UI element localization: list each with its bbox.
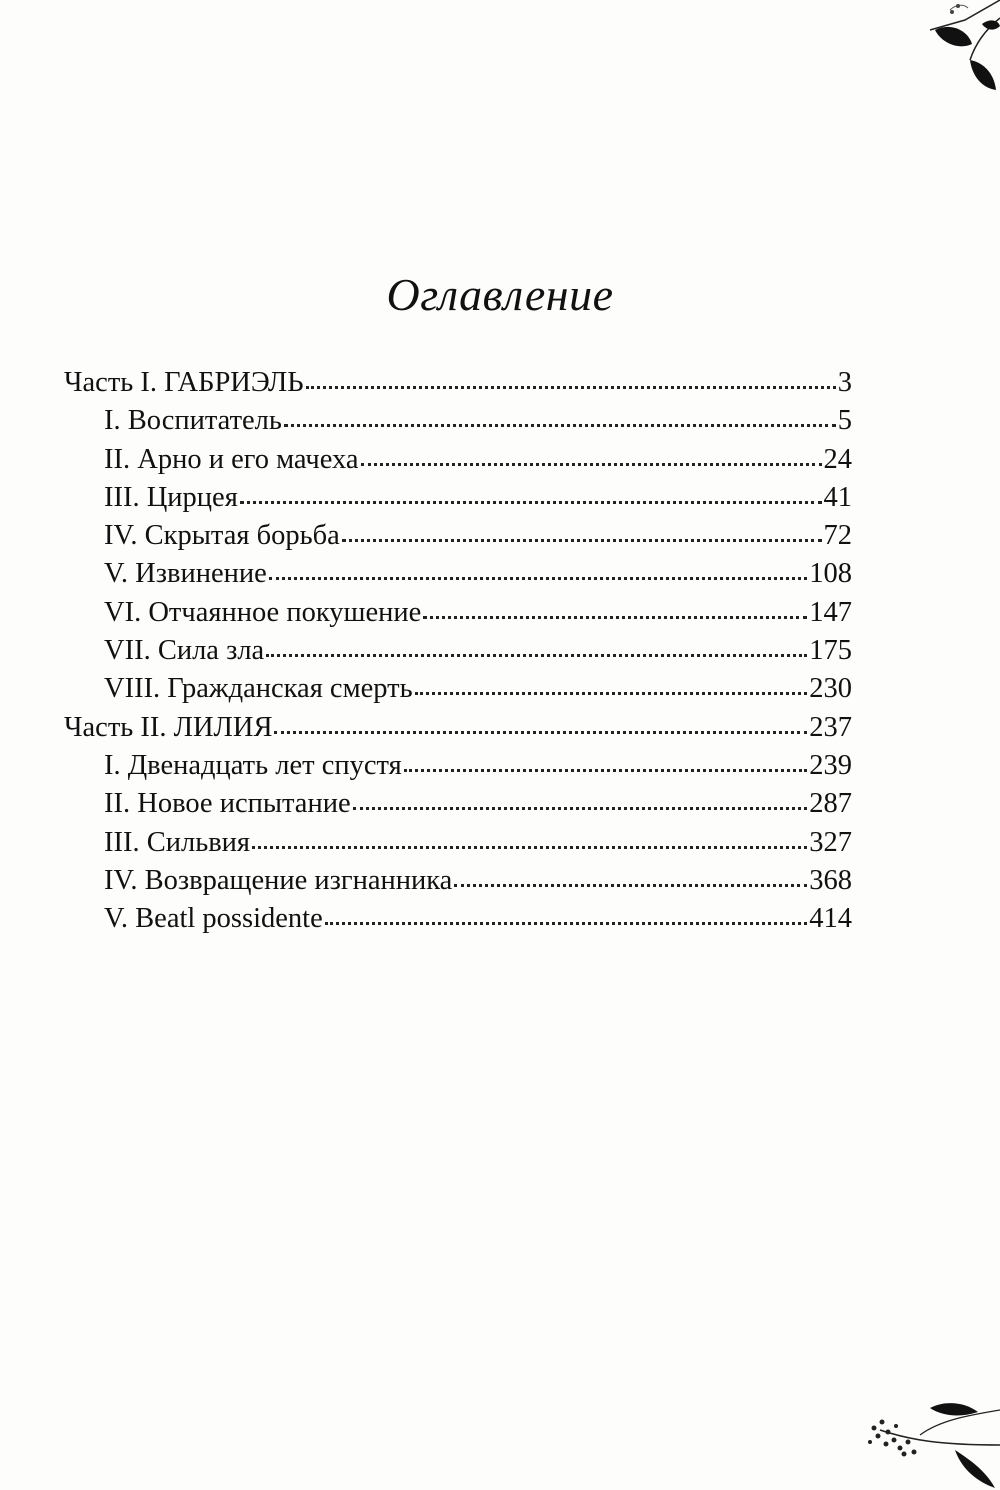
dot-leader bbox=[342, 533, 822, 542]
toc-entry-page: 108 bbox=[809, 558, 852, 590]
toc-entry-page: 3 bbox=[837, 367, 852, 398]
toc-entry bbox=[64, 824, 852, 862]
toc-entry-label: II. Арно и его мачеха bbox=[104, 443, 359, 475]
toc-entry-page: 327 bbox=[809, 826, 852, 858]
toc-entry-page: 175 bbox=[809, 635, 852, 667]
dot-leader bbox=[240, 495, 822, 504]
dot-leader bbox=[361, 457, 822, 466]
toc-entry-page: 368 bbox=[809, 864, 852, 896]
toc-entry-label: V. Извинение bbox=[104, 558, 267, 590]
toc-entry bbox=[64, 517, 852, 555]
toc-entry-page: 5 bbox=[837, 405, 852, 437]
toc-entry-page: 237 bbox=[809, 711, 852, 743]
toc-entry bbox=[64, 479, 852, 517]
toc-entry-label: III. Цирцея bbox=[104, 481, 238, 513]
toc-entry-label: VIII. Гражданская смерть bbox=[104, 673, 413, 705]
toc-entry-label: I. Воспитатель bbox=[104, 405, 282, 437]
dot-leader bbox=[284, 418, 836, 427]
dot-leader bbox=[325, 916, 808, 925]
toc-entry bbox=[64, 402, 852, 440]
toc-entry bbox=[64, 364, 852, 402]
toc-entry bbox=[64, 785, 852, 823]
toc-entry-label: IV. Возвращение изгнанника bbox=[104, 864, 453, 896]
dot-leader bbox=[415, 686, 808, 695]
berry-sprig-icon bbox=[860, 1390, 1000, 1490]
dot-leader bbox=[423, 610, 807, 619]
dot-leader bbox=[404, 763, 808, 772]
toc-entry-label: IV. Скрытая борьба bbox=[104, 520, 340, 552]
dot-leader bbox=[353, 801, 808, 810]
toc-entry bbox=[64, 555, 852, 593]
dot-leader bbox=[306, 380, 836, 389]
toc-entry bbox=[64, 747, 852, 785]
toc-entry-page: 147 bbox=[809, 596, 852, 628]
toc-entry-page: 72 bbox=[823, 520, 852, 552]
dot-leader bbox=[454, 878, 807, 887]
toc-entry-page: 239 bbox=[809, 749, 852, 781]
toc-entry-label: VII. Сила зла bbox=[104, 635, 265, 667]
toc-entry-label: V. Beatl possidente bbox=[104, 903, 323, 935]
toc-entry-page: 24 bbox=[823, 443, 852, 475]
toc-entry-label: III. Сильвия bbox=[104, 826, 251, 858]
toc-entry bbox=[64, 900, 852, 938]
toc-title: Оглавление bbox=[386, 269, 614, 320]
toc-entry-page: 414 bbox=[809, 903, 852, 935]
toc-entry bbox=[64, 862, 852, 900]
dot-leader bbox=[266, 648, 807, 657]
toc-entry bbox=[64, 632, 852, 670]
dot-leader bbox=[269, 571, 807, 580]
toc-list bbox=[64, 364, 852, 938]
toc-entry bbox=[64, 670, 852, 708]
toc-entry-label: I. Двенадцать лет спустя bbox=[104, 749, 402, 781]
dot-leader bbox=[274, 725, 807, 734]
toc-entry bbox=[64, 709, 852, 747]
toc-entry-page: 287 bbox=[809, 788, 852, 820]
toc-entry-label: VI. Отчаянное покушение bbox=[104, 596, 422, 628]
toc-entry-label: II. Новое испытание bbox=[104, 788, 351, 820]
toc-entry-page: 230 bbox=[809, 673, 852, 705]
toc-entry-label: Часть I. ГАБРИЭЛЬ bbox=[64, 367, 304, 398]
toc-entry bbox=[64, 594, 852, 632]
dot-leader bbox=[252, 840, 807, 849]
leaf-sprig-icon bbox=[890, 0, 1000, 120]
toc-entry-label: Часть II. ЛИЛИЯ bbox=[64, 711, 273, 743]
toc-entry-page: 41 bbox=[823, 481, 852, 513]
toc-entry bbox=[64, 441, 852, 479]
